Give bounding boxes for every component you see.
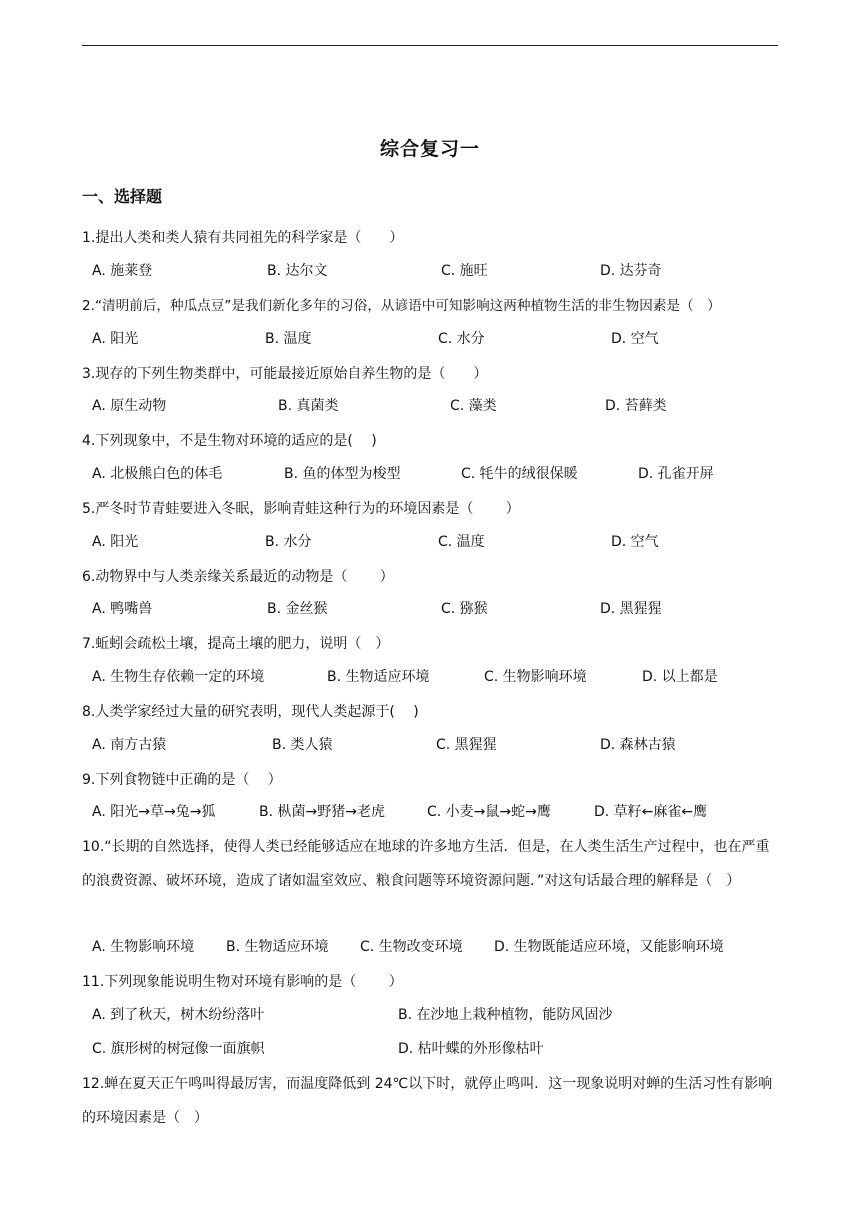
question-stem: 10.“长期的自然选择，使得人类已经能够适应在地球的许多地方生活．但是，在人类生活生产过程中，也在严重的浪费资源、破坏环境，造成了诸如温室效应、粮食问题等环境资源问题．”对这句话最合理的解释是（ ）	[82, 839, 770, 889]
option: A. 北极熊白色的体毛	[92, 466, 223, 482]
option: C. 施旺	[441, 263, 488, 279]
question-stem: 12.蝉在夏天正午鸣叫得最厉害，而温度降低到 24℃以下时，就停止鸣叫．这一现象说明对蝉的生活习性有影响的环境因素是（ ）	[82, 1076, 773, 1126]
option: B. 生物适应环境	[327, 669, 430, 685]
question-stem: 9.下列食物链中正确的是（ ）	[82, 772, 282, 788]
question-stem: 4.下列现象中，不是生物对环境的适应的是( )	[82, 433, 377, 449]
option-row	[82, 391, 782, 421]
option: A. 阳光	[92, 331, 139, 347]
option: A. 生物生存依赖一定的环境	[92, 669, 265, 685]
option: D. 生物既能适应环境，又能影响环境	[494, 939, 724, 955]
option-row	[82, 256, 782, 286]
option: A. 施莱登	[92, 263, 153, 279]
option: C. 黑猩猩	[436, 737, 497, 753]
option: B. 在沙地上栽种植物，能防风固沙	[398, 1007, 613, 1023]
option-row	[82, 324, 782, 354]
question-stem: 6.动物界中与人类亲缘关系最近的动物是（ ）	[82, 569, 394, 585]
option-row	[82, 1034, 782, 1064]
option: A. 阳光→草→兔→狐	[92, 804, 216, 820]
option: A. 阳光	[92, 534, 139, 550]
question-stem: 8.人类学家经过大量的研究表明，现代人类起源于( )	[82, 704, 419, 720]
option: D. 孔雀开屏	[638, 466, 714, 482]
option: D. 黑猩猩	[600, 601, 662, 617]
option: C. 温度	[438, 534, 485, 550]
option: B. 真菌类	[278, 398, 339, 414]
option-row	[82, 1000, 782, 1030]
option: D. 苔藓类	[605, 398, 667, 414]
option-row	[82, 797, 782, 827]
option: C. 牦牛的绒很保暖	[461, 466, 578, 482]
question-stem: 1.提出人类和类人猿有共同祖先的科学家是（ ）	[82, 230, 404, 246]
option: B. 金丝猴	[267, 601, 328, 617]
section-heading: 一、选择题	[82, 187, 163, 206]
option: A. 鸭嘴兽	[92, 601, 153, 617]
page-title: 综合复习一	[379, 138, 480, 160]
question-stem: 3.现存的下列生物类群中，可能最接近原始自养生物的是（ ）	[82, 366, 488, 382]
option-row	[82, 730, 782, 760]
option: B. 类人猿	[272, 737, 333, 753]
option: D. 枯叶蝶的外形像枯叶	[398, 1041, 544, 1057]
option: D. 空气	[611, 331, 659, 347]
option: B. 温度	[265, 331, 312, 347]
option: C. 生物影响环境	[484, 669, 587, 685]
option: D. 草籽←麻雀←鹰	[594, 804, 708, 820]
option: B. 生物适应环境	[226, 939, 329, 955]
option: C. 猕猴	[441, 601, 488, 617]
option: D. 达芬奇	[600, 263, 662, 279]
option: D. 以上都是	[642, 669, 718, 685]
option: C. 生物改变环境	[360, 939, 463, 955]
option: C. 旗形树的树冠像一面旗帜	[92, 1041, 265, 1057]
option: A. 到了秋天，树木纷纷落叶	[92, 1007, 265, 1023]
question-stem: 7.蚯蚓会疏松土壤，提高土壤的肥力，说明（ ）	[82, 636, 390, 652]
option: B. 枞菌→野猪→老虎	[259, 804, 385, 820]
option: C. 藻类	[450, 398, 497, 414]
option-row	[82, 594, 782, 624]
option-row	[82, 459, 782, 489]
option-row	[82, 662, 782, 692]
option-row	[82, 527, 782, 557]
option: C. 小麦→鼠→蛇→鹰	[427, 804, 551, 820]
option: B. 鱼的体型为梭型	[284, 466, 401, 482]
option: A. 原生动物	[92, 398, 167, 414]
option: A. 生物影响环境	[92, 939, 195, 955]
option-row	[82, 932, 782, 962]
question-stem: 11.下列现象能说明生物对环境有影响的是（ ）	[82, 974, 403, 990]
header-rule	[82, 45, 778, 46]
question-stem: 5.严冬时节青蛙要进入冬眠，影响青蛙这种行为的环境因素是（ ）	[82, 501, 520, 517]
option: B. 水分	[265, 534, 312, 550]
option: D. 空气	[611, 534, 659, 550]
option: A. 南方古猿	[92, 737, 167, 753]
option: C. 水分	[438, 331, 485, 347]
option: D. 森林古猿	[600, 737, 676, 753]
option: B. 达尔文	[267, 263, 328, 279]
question-stem: 2.“清明前后，种瓜点豆”是我们新化多年的习俗，从谚语中可知影响这两种植物生活的非生物因素是（ ）	[82, 298, 721, 314]
